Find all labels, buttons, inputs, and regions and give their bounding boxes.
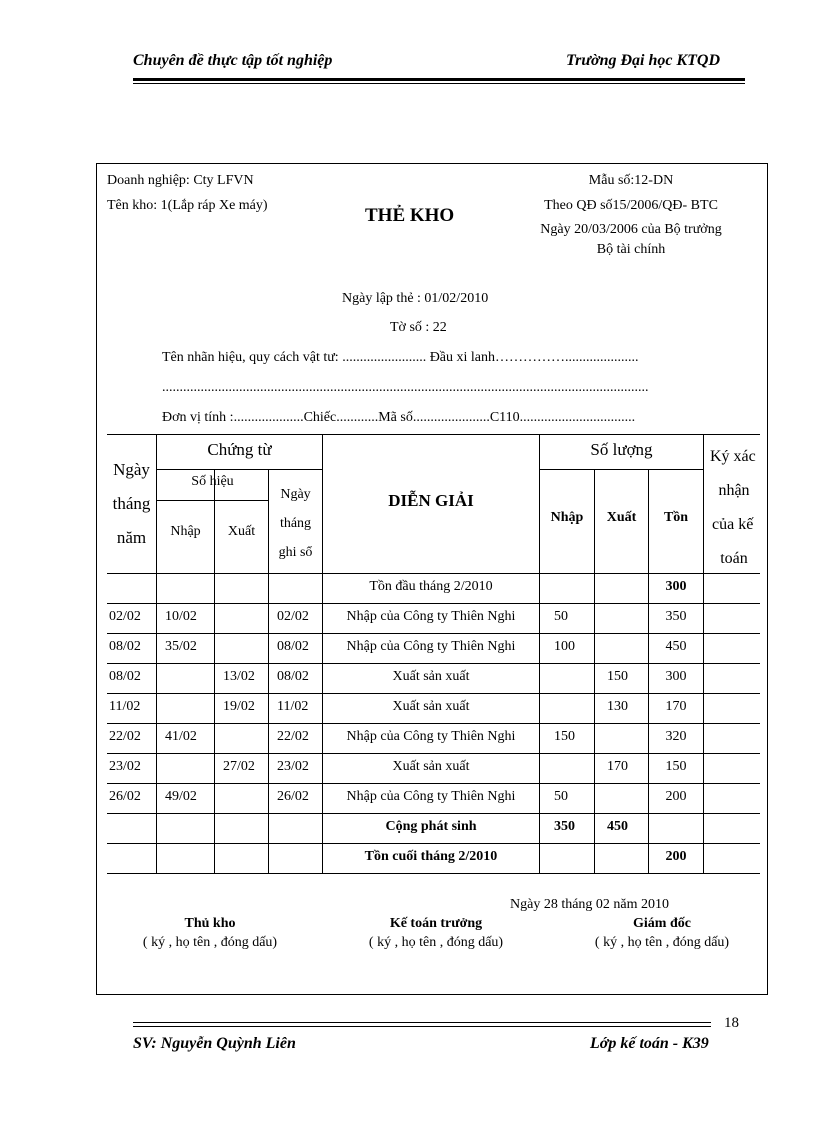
- cell-bal: 300: [665, 669, 687, 684]
- footer-right: Lớp kế toán - K39: [590, 1035, 709, 1052]
- material-spec-line: Tên nhãn hiệu, quy cách vật tư: ........................ Đầu xi lanh…………….....................: [162, 350, 639, 365]
- cell-date: 11/02: [109, 699, 141, 714]
- cell-desc: Nhập của Công ty Thiên Nghi: [346, 639, 516, 654]
- cell-out-no: 13/02: [223, 669, 255, 684]
- keeper-title: Thủ kho: [184, 916, 236, 931]
- footer-left: SV: Nguyễn Quỳnh Liên: [133, 1035, 296, 1052]
- col-description-header: DIỄN GIẢI: [388, 491, 474, 510]
- cell-date: 26/02: [109, 789, 141, 804]
- cell-in-no: 35/02: [165, 639, 197, 654]
- decision-date: Ngày 20/03/2006 của Bộ trưởng: [540, 222, 722, 237]
- cell-desc: Nhập của Công ty Thiên Nghi: [346, 789, 516, 804]
- col-qty-balance-header: Tồn: [663, 510, 689, 525]
- cell-desc: Tồn đầu tháng 2/2010: [369, 579, 493, 594]
- document-title: THẺ KHO: [365, 205, 455, 226]
- cell-out-no: 27/02: [223, 759, 255, 774]
- accountant-note: ( ký , họ tên , đóng dấu): [368, 935, 504, 950]
- cell-rec: 02/02: [277, 609, 309, 624]
- cell-desc: Nhập của Công ty Thiên Nghi: [346, 609, 516, 624]
- director-note: ( ký , họ tên , đóng dấu): [594, 935, 730, 950]
- footer-rule-2: [133, 1026, 711, 1027]
- cell-out-no: 19/02: [223, 699, 255, 714]
- header-rule: [133, 78, 745, 81]
- cell-q-in: 350: [554, 819, 575, 834]
- cell-rec: 08/02: [277, 669, 309, 684]
- cell-q-in: 50: [554, 789, 568, 804]
- col-date-header: Ngày tháng năm: [112, 460, 151, 547]
- cell-desc: Xuất sản xuất: [392, 759, 470, 774]
- sheet-number: Tờ số : 22: [390, 320, 447, 335]
- cell-q-in: 50: [554, 609, 568, 624]
- cell-desc: Tồn cuối tháng 2/2010: [364, 849, 498, 864]
- cell-q-in: 100: [554, 639, 575, 654]
- cell-q-out: 450: [607, 819, 628, 834]
- cell-bal: 200: [665, 849, 687, 864]
- cell-rec: 23/02: [277, 759, 309, 774]
- cell-bal: 450: [665, 639, 687, 654]
- cell-desc: Xuất sản xuất: [392, 669, 470, 684]
- accountant-title: Kế toán trưởng: [389, 916, 483, 931]
- cell-bal: 200: [665, 789, 687, 804]
- cell-desc: Xuất sản xuất: [392, 699, 470, 714]
- cell-date: 08/02: [109, 639, 141, 654]
- col-voucher-out-header: Xuất: [227, 524, 256, 539]
- material-spec-line-2: ...........................................................................................................................................: [162, 380, 649, 395]
- cell-bal: 150: [665, 759, 687, 774]
- page-number: 18: [724, 1015, 739, 1031]
- cell-date: 22/02: [109, 729, 141, 744]
- cell-rec: 22/02: [277, 729, 309, 744]
- col-voucher-in-header: Nhập: [170, 524, 201, 539]
- sign-date: Ngày 28 tháng 02 năm 2010: [510, 897, 670, 912]
- cell-date: 08/02: [109, 669, 141, 684]
- col-confirm-header: Ký xác nhận của kế toán: [710, 448, 756, 567]
- cell-desc: Cộng phát sinh: [385, 819, 477, 834]
- col-qty-out-header: Xuất: [606, 510, 637, 525]
- cell-bal: 170: [665, 699, 687, 714]
- director-title: Giám đốc: [633, 916, 691, 931]
- ministry: Bộ tài chính: [596, 242, 666, 257]
- cell-date: 23/02: [109, 759, 141, 774]
- header-rule-thin: [133, 83, 745, 84]
- header-left: Chuyên đề thực tập tốt nghiệp: [133, 52, 333, 69]
- keeper-note: ( ký , họ tên , đóng dấu): [142, 935, 278, 950]
- cell-rec: 26/02: [277, 789, 309, 804]
- cell-bal: 350: [665, 609, 687, 624]
- cell-desc: Nhập của Công ty Thiên Nghi: [346, 729, 516, 744]
- cell-bal: 300: [665, 579, 687, 594]
- col-quantity-header: Số lượng: [590, 440, 653, 459]
- warehouse-label: Tên kho: 1(Lắp ráp Xe máy): [107, 198, 268, 213]
- cell-in-no: 41/02: [165, 729, 197, 744]
- decision-ref: Theo QĐ số15/2006/QĐ- BTC: [544, 198, 718, 213]
- cell-q-out: 130: [607, 699, 628, 714]
- date-created: Ngày lập thẻ : 01/02/2010: [342, 291, 489, 306]
- form-number: Mẫu số:12-DN: [588, 173, 674, 188]
- col-voucher-header: Chứng từ: [207, 440, 272, 459]
- cell-q-out: 170: [607, 759, 628, 774]
- footer-rule: [133, 1022, 711, 1023]
- cell-q-out: 150: [607, 669, 628, 684]
- header-right: Trường Đại học KTQD: [566, 52, 721, 69]
- unit-code-line: Đơn vị tính :....................Chiếc............Mã số......................C110.................................: [162, 410, 636, 425]
- col-record-date-header: Ngày tháng ghi sổ: [278, 487, 313, 560]
- cell-bal: 320: [665, 729, 687, 744]
- cell-q-in: 150: [554, 729, 575, 744]
- cell-in-no: 49/02: [165, 789, 197, 804]
- company-label: Doanh nghiệp: Cty LFVN: [107, 173, 254, 188]
- cell-rec: 11/02: [277, 699, 309, 714]
- cell-date: 02/02: [109, 609, 141, 624]
- cell-rec: 08/02: [277, 639, 309, 654]
- col-qty-in-header: Nhập: [550, 510, 584, 525]
- cell-in-no: 10/02: [165, 609, 197, 624]
- col-number-header: Số hiệu: [191, 474, 234, 489]
